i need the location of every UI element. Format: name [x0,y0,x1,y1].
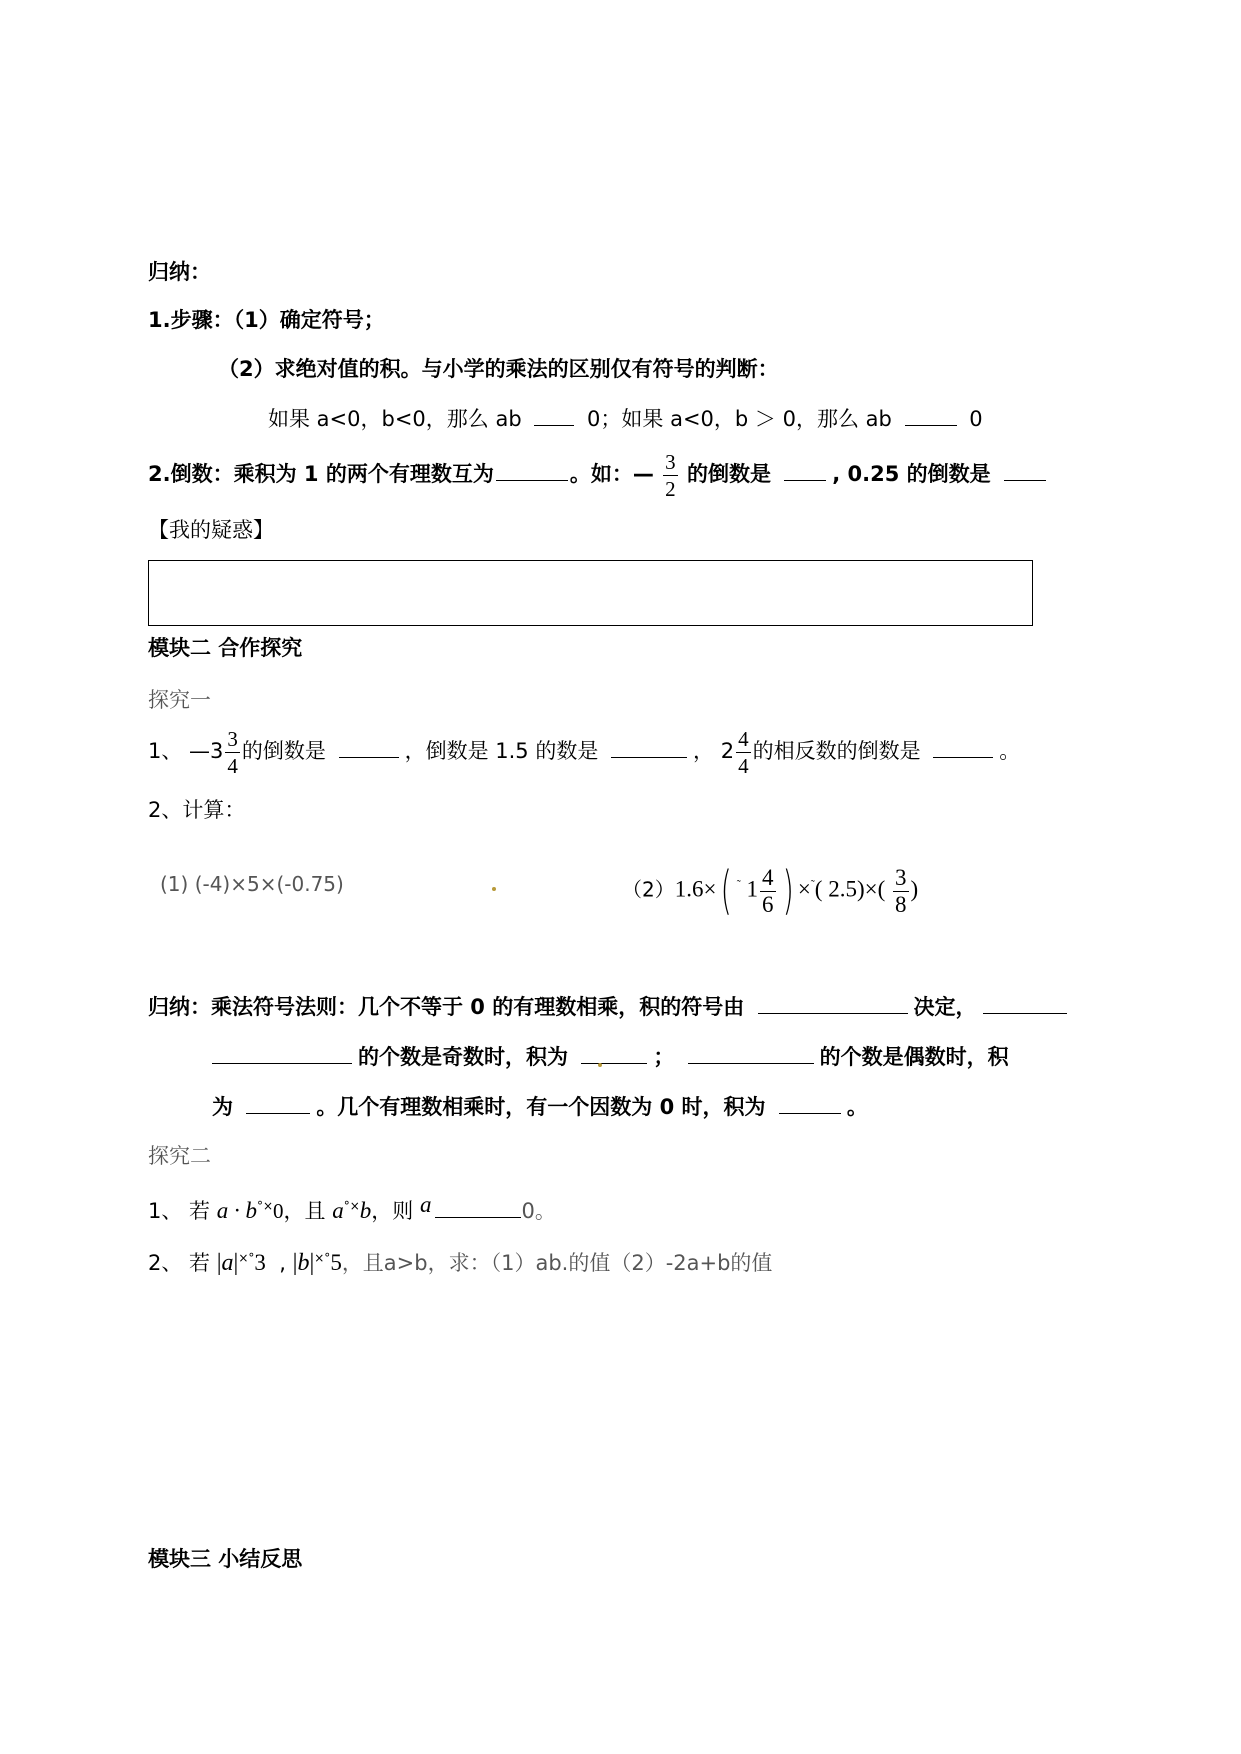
relation-symbol: °× [256,1199,274,1213]
fraction [760,865,776,918]
calc2-mixed-whole: 1 [746,876,759,902]
answer-blank[interactable] [784,460,826,481]
fraction-denominator: 8 [895,891,907,917]
relation-symbol: ×° [238,1251,255,1265]
left-paren: ( [721,861,733,922]
explore2-title: 探究二 [148,1144,211,1168]
q1-part2: ，倒数是 1.5 的数是 [404,739,599,763]
calc2-c: ( 2.5)×( [814,876,886,902]
fraction-numerator: 3 [665,449,676,474]
fraction-numerator: 4 [738,726,749,751]
fraction-numerator: 3 [895,864,907,890]
explore1-title: 探究一 [148,688,211,712]
e2q1-part3: 0。 [521,1199,556,1223]
rule-line3 [212,1093,868,1121]
answer-blank[interactable] [758,993,908,1014]
abs-b: |b| [292,1250,315,1276]
e2q1-expr4: a [419,1192,432,1217]
explore2-question1 [148,1192,556,1225]
reciprocal-part3: 的倒数是 [686,462,771,486]
stray-mark [598,1063,602,1067]
calc2-a: 1.6× [674,876,717,902]
e2q2-val1: 3 [254,1250,266,1275]
doubts-label: 【我的疑惑】 [148,518,274,542]
minus-glyph: ˜ [736,877,741,891]
reciprocal-part2: 。如：— [569,462,654,486]
e2q2-val2: 5 [330,1250,342,1275]
rule-part5: 的个数是偶数时，积 [819,1045,1009,1069]
sign-condition-part2: 0；如果 a<0，b ＞ 0，那么 ab [587,407,892,431]
fraction [893,865,909,918]
explore1-question2-label: 2、计算： [148,798,246,822]
fraction-denominator: 4 [738,753,749,778]
q1-part3: ， 2 [693,739,735,763]
rule-part3: 的个数是奇数时，积为 [358,1045,568,1069]
calc2-label: （2） [622,877,675,902]
right-paren: ) [782,861,794,922]
calc-item2 [622,846,918,929]
summary-step1: 1.步骤：（1）确定符号； [148,308,385,332]
module3-title: 模块三 小结反思 [148,1547,303,1571]
answer-blank[interactable] [435,1197,521,1218]
reciprocal-line [148,445,1052,503]
answer-blank[interactable] [534,405,574,426]
e2q2-prefix: 2、 若 [148,1251,211,1275]
fraction [736,726,751,779]
fraction-numerator: 4 [762,864,774,890]
fraction [663,449,678,502]
reciprocal-part1: 2.倒数：乘积为 1 的两个有理数互为 [148,462,494,486]
e2q1-expr2: a [332,1198,344,1223]
answer-blank[interactable] [339,737,399,758]
minus-glyph: ˜ [810,877,815,891]
answer-blank[interactable] [933,737,993,758]
stray-mark [492,887,496,891]
answer-blank[interactable] [611,737,687,758]
calc2-d: ) [910,876,919,902]
relation-symbol: ×° [314,1251,331,1265]
answer-blank[interactable] [496,460,568,481]
summary-title: 归纳： [148,260,211,284]
e2q1-expr1: a · b [216,1198,257,1223]
rule-line2 [212,1043,1009,1071]
module2-title: 模块二 合作探究 [148,636,303,660]
e2q2-part1: ，且a>b，求：（1）ab.的值（2）-2a+b的值 [341,1251,773,1275]
rule-part4: ； [653,1045,675,1069]
rule-part7: 。几个有理数相乘时，有一个因数为 0 时，积为 [316,1095,766,1119]
answer-blank[interactable] [905,405,957,426]
answer-blank[interactable] [581,1043,647,1064]
rule-part6: 为 [212,1095,233,1119]
e2q1-part2: ，则 [371,1199,414,1223]
e2q1-prefix: 1、 若 [148,1199,211,1223]
fraction [225,726,240,779]
explore1-question1 [148,722,1020,780]
explore2-question2: 2、 若 |a|×°3 , |b|×°5，且a>b，求：（1）ab.的值（2）-2a+b的值 [148,1250,773,1276]
rule-part2: 决定， [913,995,977,1019]
fraction-denominator: 4 [227,753,238,778]
q1-prefix: 1、 —3 [148,739,224,763]
answer-blank[interactable] [688,1043,814,1064]
sign-condition-line [268,405,983,433]
fraction-numerator: 3 [227,726,238,751]
abs-a-var: a [221,1250,234,1276]
rule-line1 [148,993,1073,1021]
abs-b-var: b [297,1250,310,1276]
answer-blank[interactable] [983,993,1067,1014]
doubts-input-box[interactable] [148,560,1033,626]
reciprocal-part4: , 0.25 的倒数是 [832,462,991,486]
calc2-b: × [797,876,811,902]
relation-symbol: °× [343,1199,360,1213]
sign-condition-part3: 0 [969,407,983,431]
fraction-denominator: 2 [665,476,676,501]
rule-part1: 归纳：乘法符号法则：几个不等于 0 的有理数相乘，积的符号由 [148,995,745,1019]
answer-blank[interactable] [779,1093,841,1114]
e2q1-part1: 0，且 [273,1199,326,1223]
sign-condition-part1: 如果 a<0，b<0，那么 ab [268,407,522,431]
q1-part5: 。 [999,739,1021,763]
fraction-denominator: 6 [762,891,774,917]
q1-part1: 的倒数是 [241,739,326,763]
q1-part4: 的相反数的倒数是 [752,739,921,763]
answer-blank[interactable] [1004,460,1046,481]
answer-blank[interactable] [212,1043,352,1064]
rule-part8: 。 [846,1095,868,1119]
abs-a: |a| [216,1250,239,1276]
summary-step2: （2）求绝对值的积。与小学的乘法的区别仅有符号的判断： [218,357,779,381]
e2q1-expr3: b [359,1198,372,1223]
calc-item1: (1) (-4)×5×(-0.75) [160,872,344,896]
answer-blank[interactable] [246,1093,310,1114]
